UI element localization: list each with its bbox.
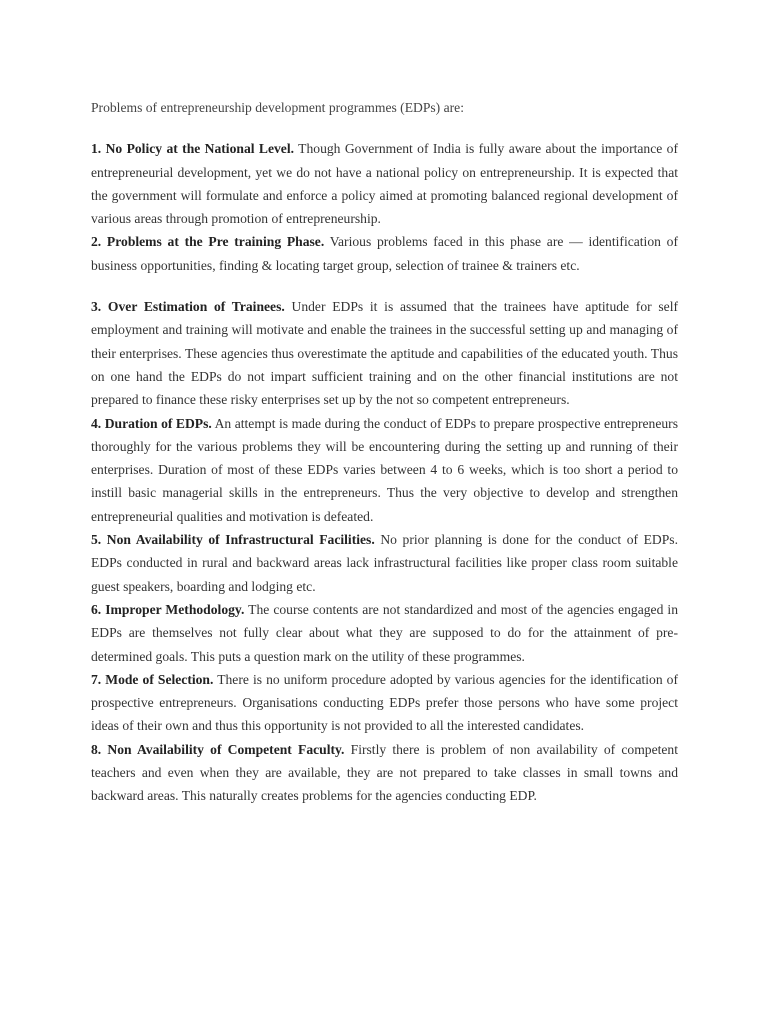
problem-heading-5: 5. Non Availability of Infrastructural Facilities. <box>91 532 375 548</box>
problem-heading-6: 6. Improper Methodology. <box>91 601 245 617</box>
intro-text: Problems of entrepreneurship development programmes (EDPs) are: <box>91 100 464 115</box>
problem-heading-3: 3. Over Estimation of Trainees. <box>91 299 285 315</box>
problem-item-3 <box>91 295 678 411</box>
document-page <box>91 96 678 808</box>
problem-item-4 <box>91 412 678 528</box>
problem-item-1 <box>91 137 678 230</box>
problem-text-3: Under EDPs it is assumed that the trainees have aptitude for self employment and training will motivate and enable the trainees in the successful setting up and managing of their enterprises. These agencies thus overestimate the aptitude and capabilities of the educated youth. Thus on one hand the EDPs do not impart sufficient training and on the other financial institutions are not prepared to finance these risky enterprises set up by the not so competent entrepreneurs. <box>91 299 679 408</box>
problem-text-5: No prior planning is done for the conduct of EDPs. EDPs conducted in rural and backward areas lack infrastructural facilities like proper class room suitable guest speakers, boarding and lodging etc. <box>91 532 678 594</box>
problem-item-5 <box>91 528 678 598</box>
problem-heading-2: 2. Problems at the Pre training Phase. <box>91 234 325 250</box>
problem-item-2 <box>91 230 678 277</box>
problem-item-8 <box>91 738 678 808</box>
problem-text-2: Various problems faced in this phase are — identification of business opportunities, finding & locating target group, selection of trainee & trainers etc. <box>91 234 678 273</box>
problem-heading-4: 4. Duration of EDPs. <box>91 415 212 431</box>
problem-heading-1: 1. No Policy at the National Level. <box>91 141 295 157</box>
problem-text-4: An attempt is made during the conduct of EDPs to prepare prospective entrepreneurs thoroughly for the various problems they will be encountering during the setting up and running of their enterprises. Duration of most of these EDPs varies between 4 to 6 weeks, which is too short a period to instill basic managerial skills in the entrepreneurs. Thus the very objective to develop and strengthen entrepreneurial qualities and motivation is defeated. <box>91 415 678 524</box>
problem-text-6: The course contents are not standardized and most of the agencies engaged in EDPs are themselves not fully clear about what they are supposed to do for the attainment of pre-determined goals. This puts a question mark on the utility of these programmes. <box>91 601 678 664</box>
problem-text-8: Firstly there is problem of non availability of competent teachers and even when they are available, they are not prepared to take classes in small towns and backward areas. This naturally creates problems for the agencies conducting EDP. <box>91 741 678 804</box>
problem-item-6 <box>91 598 678 668</box>
problem-item-7 <box>91 668 678 738</box>
problem-text-1: Though Government of India is fully aware about the importance of entrepreneurial development, yet we do not have a national policy on entrepreneurship. It is expected that the government will formulate and enforce a policy aimed at promoting balanced regional development of various areas through promotion of entrepreneurship. <box>91 141 678 227</box>
problem-text-7: There is no uniform procedure adopted by various agencies for the identification of prospective entrepreneurs. Organisations conducting EDPs prefer those persons who have some project ideas of their own and thus this opportunity is not provided to all the interested candidates. <box>91 671 678 734</box>
problem-heading-8: 8. Non Availability of Competent Faculty. <box>91 741 345 757</box>
problem-heading-7: 7. Mode of Selection. <box>91 671 214 687</box>
